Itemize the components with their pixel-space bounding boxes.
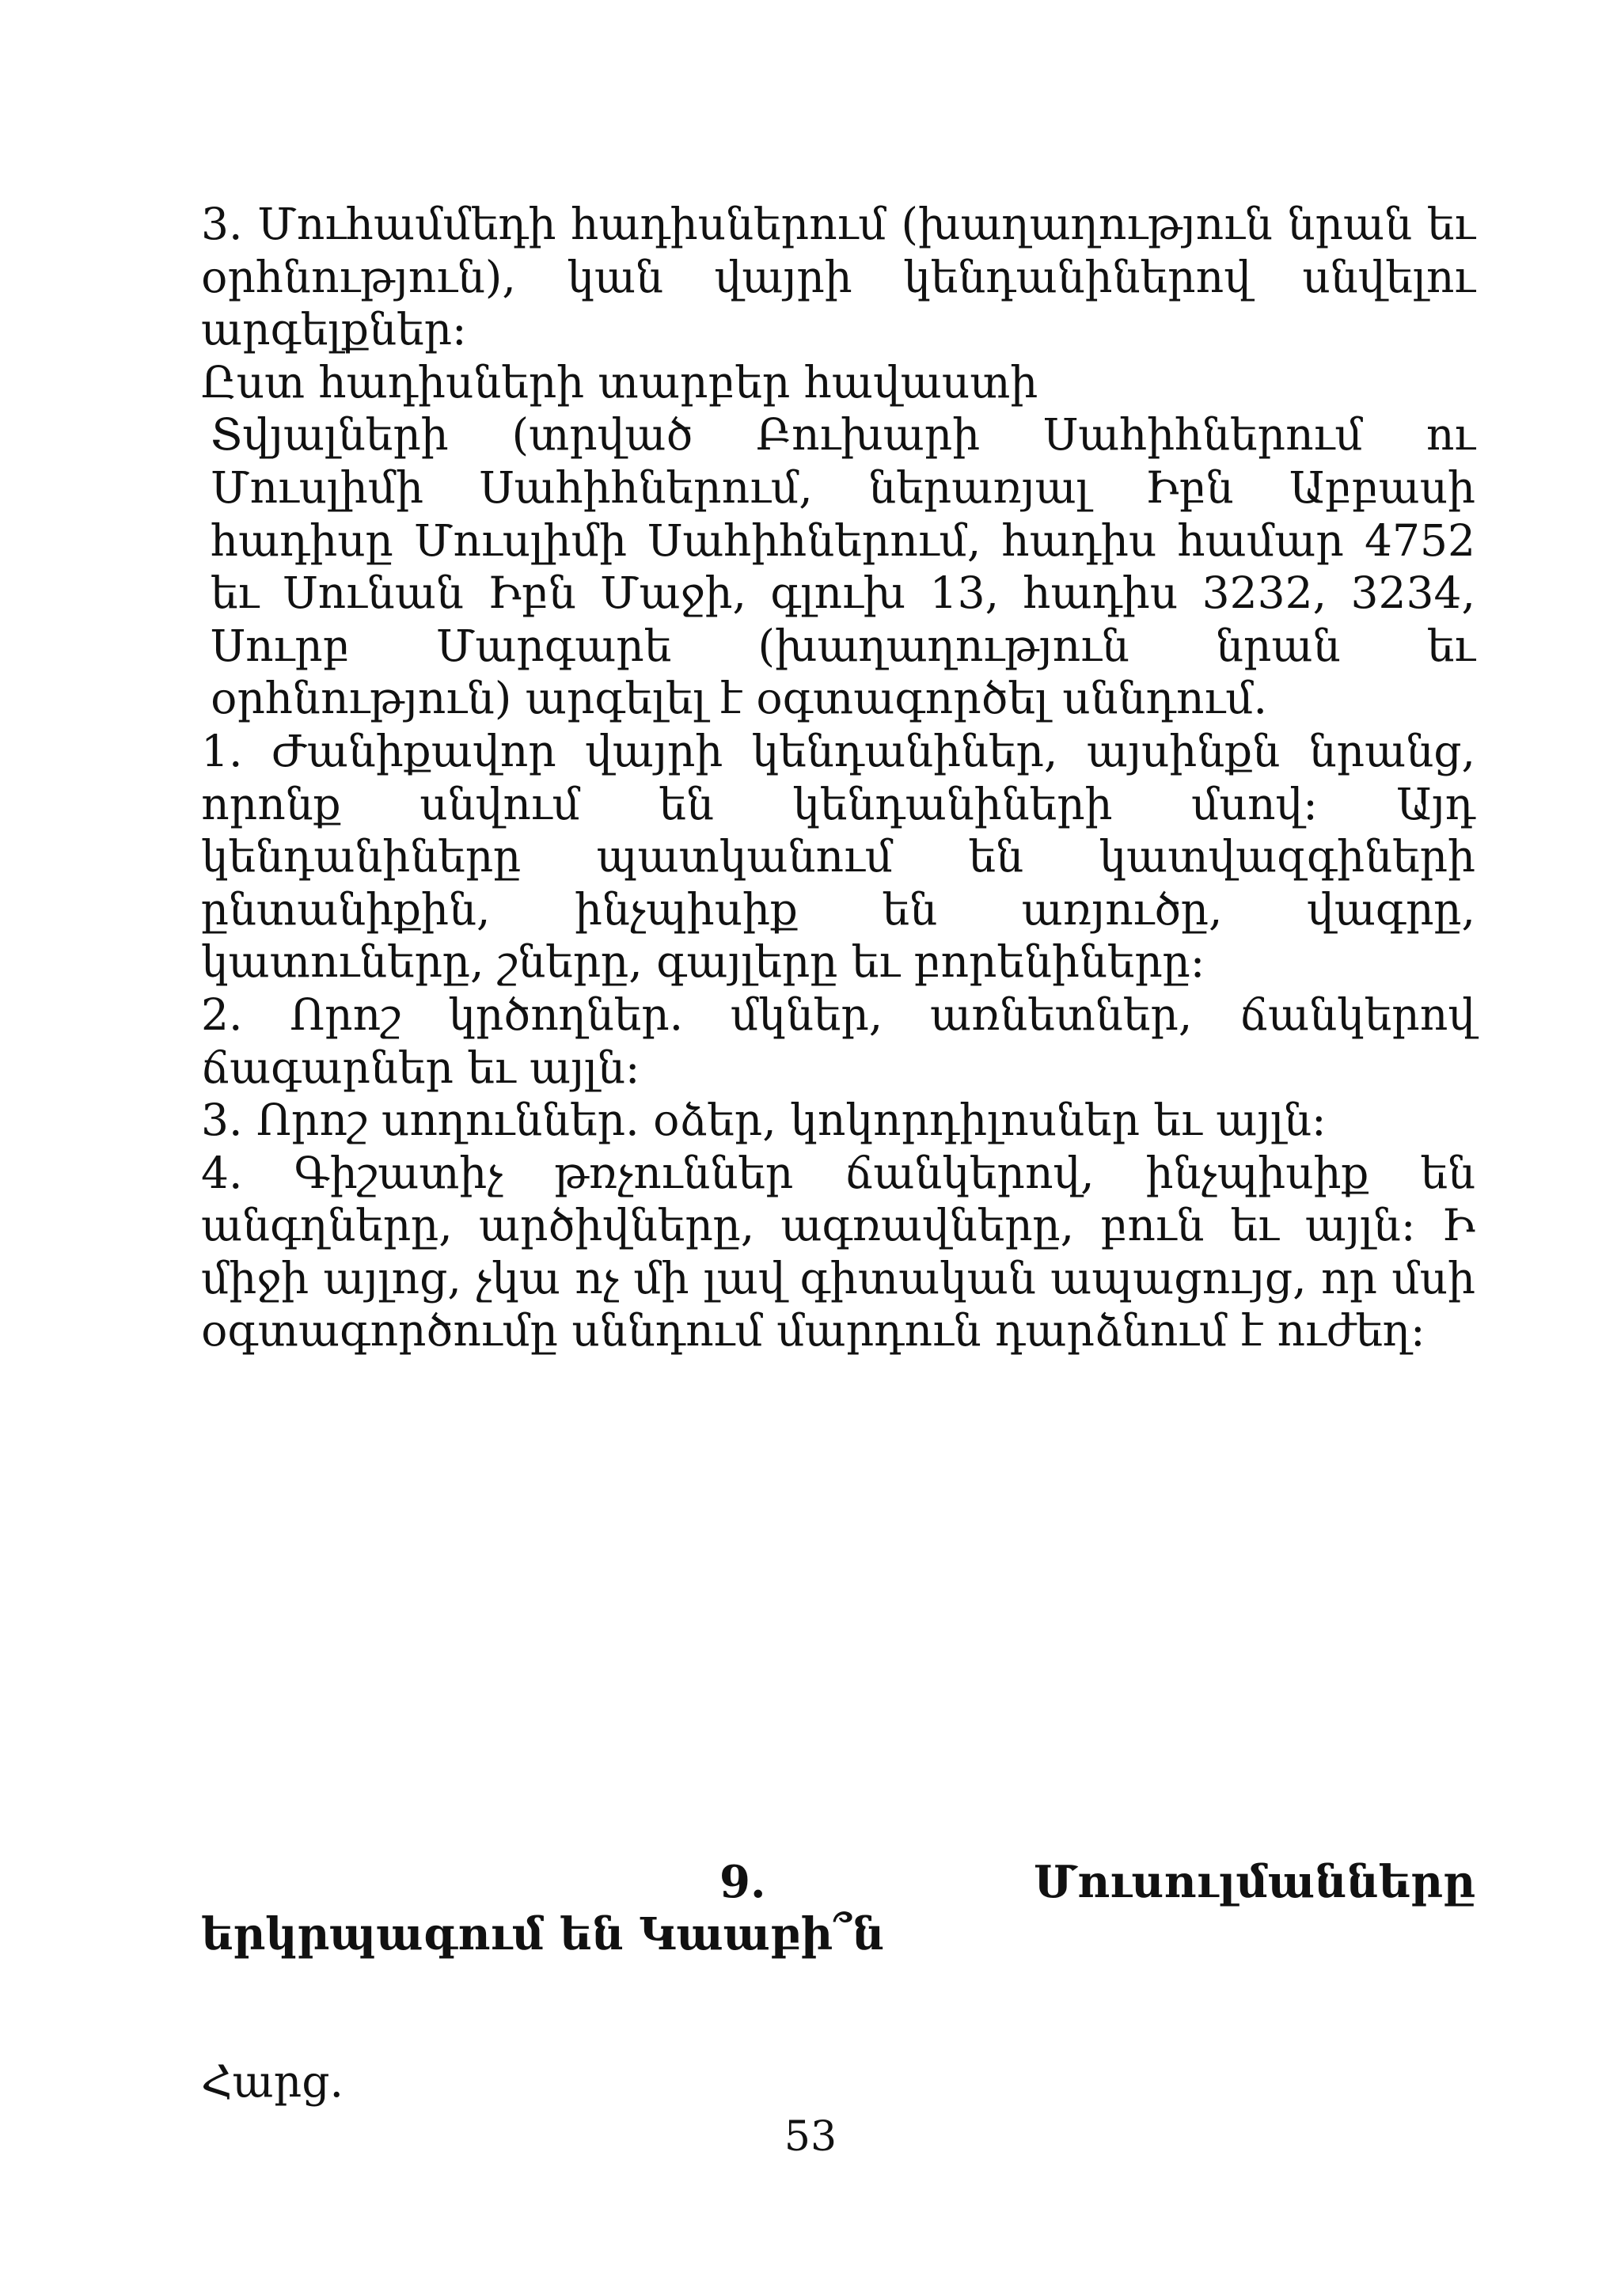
list-item-birds-of-prey: 4. Գիշատիչ թռչուններ ճանկերով, ինչպիսիք են անգղները, արծիվները, ագռավները, բուն եւ այլն: Ի միջի այլոց, չկա ոչ մի լավ գիտական ապացույց, որ մսի օգտագործումը սննդում մարդուն դարձնում է ուժեղ: xyxy=(201,1147,1475,1357)
paragraph-hadith-prohibitions: 3. Մուհամմեդի հադիսներում (խաղաղություն նրան եւ օրհնություն), կան վայրի կենդանիներով սնվելու արգելքներ: xyxy=(201,199,1475,355)
page-number: 53 xyxy=(784,2113,837,2161)
list-item-reptiles: 3. Որոշ սողուններ. օձեր, կոկորդիլոսներ եւ այլն: xyxy=(201,1095,1327,1146)
section-title-line2: երկրպագում են Կաաբի՞ն xyxy=(201,1908,885,1960)
list-item-rodents: 2. Որոշ կրծողներ. մկներ, առնետներ, ճանկերով ճագարներ եւ այլն: xyxy=(201,989,1475,1093)
section-number: 9. xyxy=(719,1856,766,1908)
section-title-line1: Մուսուլմանները xyxy=(1033,1856,1475,1908)
paragraph-according-to-hadiths: Ըստ հադիսների տարբեր հավաստի xyxy=(201,356,1038,408)
section-heading xyxy=(201,1856,1475,1960)
list-item-fanged-animals: 1. Ժանիքավոր վայրի կենդանիներ, այսինքն նրանց, որոնք սնվում են կենդանիների մսով: Այդ կենդանիները պատկանում են կատվազգիների ընտանիքին, ինչպիսիք են առյուծը, վագրը, կատուները, շները, գայլերը եւ բորենիները: xyxy=(201,725,1475,988)
paragraph-sources: Տվյալների (տրված Բուխարի Սահիհներում ու Մուսլիմի Սահիհներում, ներառյալ Իբն Աբբասի հադիսը Մուսլիմի Սահիհներում, հադիս համար 4752 եւ Սունան Իբն Մաջի, գլուխ 13, հադիս 3232, 3234, Սուրբ Մարգարե (խաղաղություն նրան եւ օրհնություն) արգելել է օգտագործել սննդում. xyxy=(211,409,1475,724)
question-label: Հարց. xyxy=(201,2056,344,2107)
body-text xyxy=(201,198,1475,1357)
